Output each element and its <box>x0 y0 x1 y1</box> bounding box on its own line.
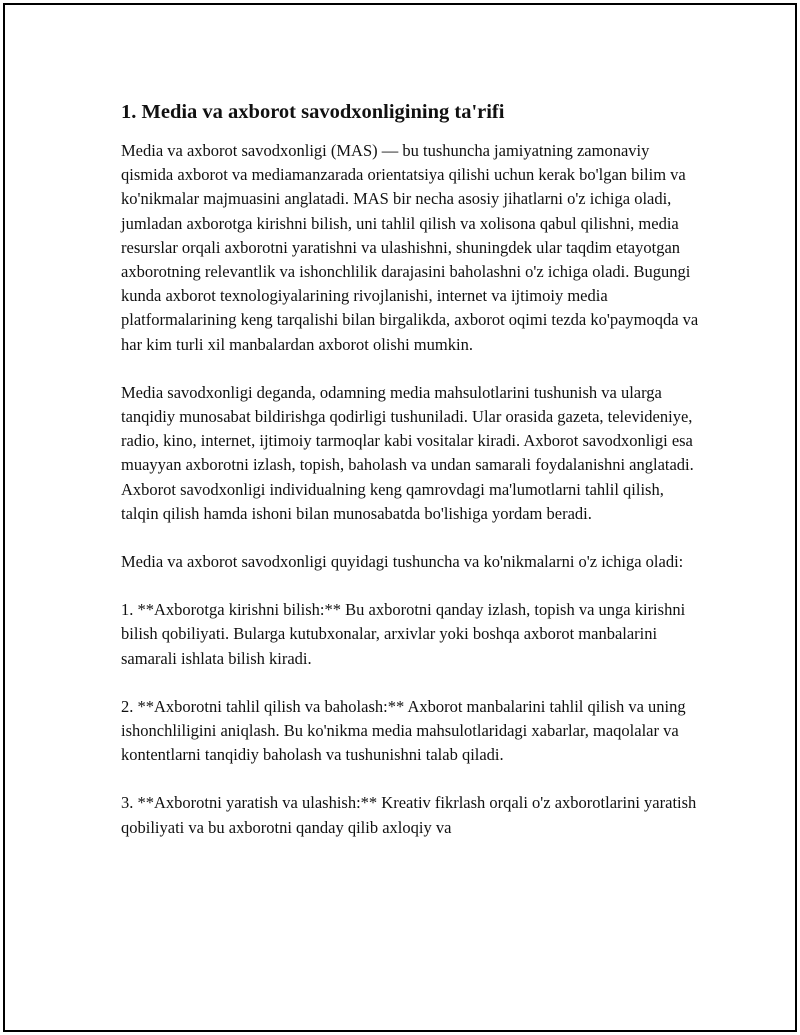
list-item-analysis: 2. **Axborotni tahlil qilish va baholash:** Axborot manbalarini tahlil qilish va uning ishonchliligini aniqlash. Bu ko'nikma media mahsulotlaridagi xabarlar, maqolalar va kontentlarni tanqidiy baholash va tushunishni talab qiladi. <box>121 696 686 765</box>
list-item-creation: 3. **Axborotni yaratish va ulashish:** Kreativ fikrlash orqali o'z axborotlarini yaratish qobiliyati va bu axborotni qanday qilib axloqiy va <box>121 793 697 837</box>
paragraph-definition: Media va axborot savodxonligi (MAS) — bu tushuncha jamiyatning zamonaviy qismida axborot va mediamanzarada orientatsiya qilishi uchun kerak bo'lgan bilim va ko'nikmalar majmuasini anglatadi. MAS bir necha asosiy jihatlarni o'z ichiga oladi, jumladan axborotga kirishni bilish, uni tahlil qilish va xolisona qabul qilishni, media resurslar orqali axborotni yaratishni va ulashishni, shuningdek ular taqdim etayotgan axborotning relevantlik va ishonchlilik darajasini baholashni o'z ichiga oladi. Bugungi kunda axborot texnologiyalarining rivojlanishi, internet va ijtimoiy media platformalarining keng tarqalishi bilan birgalikda, axborot oqimi tezda ko'paymoqda va har kim turli xil manbalardan axborot olishi mumkin. <box>121 141 699 354</box>
section-title: 1. Media va axborot savodxonligining ta'rifi <box>121 101 505 123</box>
paragraph-media-literacy: Media savodxonligi deganda, odamning media mahsulotlarini tushunish va ularga tanqidiy munosabat bildirishga qodirligi tushuniladi. Ular orasida gazeta, televideniye, radio, kino, internet, ijtimoiy tarmoqlar kabi vositalar kiradi. Axborot savodxonligi esa muayyan axborotni izlash, topish, baholash va undan samarali foydalanishni anglatadi. Axborot savodxonligi individualning keng qamrovdagi ma'lumotlarni tahlil qilish, talqin qilish hamda ishoni bilan munosabatda bo'lishiga yordam beradi. <box>121 382 694 523</box>
document-page <box>3 3 797 1032</box>
document-body <box>121 99 701 864</box>
paragraph-list-intro: Media va axborot savodxonligi quyidagi tushuncha va ko'nikmalarni o'z ichiga oladi: <box>121 552 684 572</box>
list-item-access: 1. **Axborotga kirishni bilish:** Bu axborotni qanday izlash, topish va unga kirishni bilish qobiliyati. Bularga kutubxonalar, arxivlar yoki boshqa axborot manbalarini samarali ishlata bilish kiradi. <box>121 600 686 668</box>
